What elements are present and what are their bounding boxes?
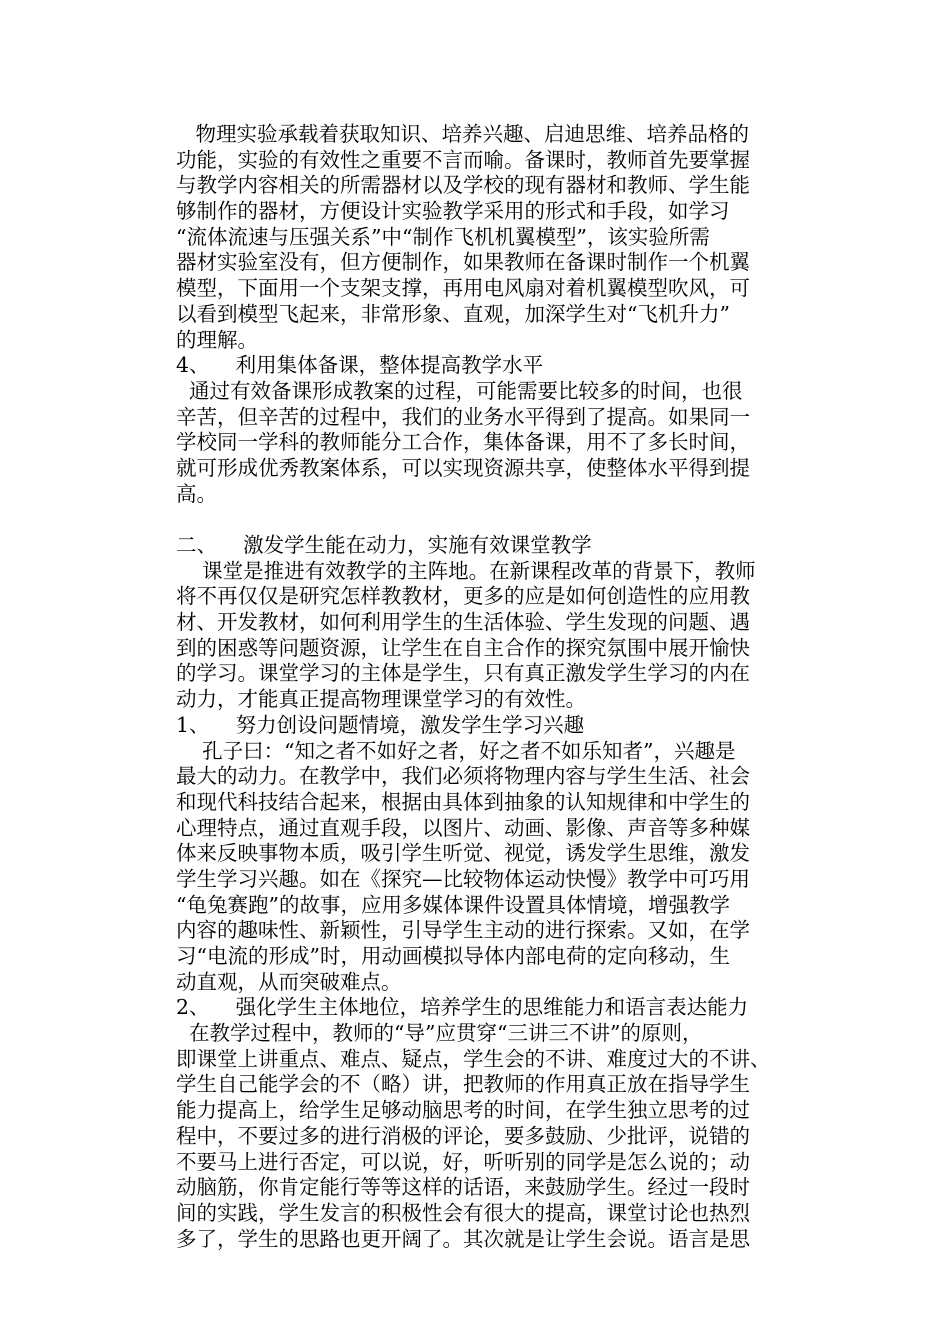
text-line: 物理实验承载着获取知识、培养兴趣、启迪思维、培养品格的: [176, 122, 750, 146]
text-line: 学生学习兴趣。如在《探究—比较物体运动快慢》教学中可巧用: [176, 866, 750, 891]
text-line: 通过有效备课形成教案的过程，可能需要比较多的时间，也很: [176, 378, 743, 403]
text-line: 动脑筋，你肯定能行等等这样的话语，来鼓励学生。经过一段时: [176, 1175, 750, 1200]
text-line: 间的实践，学生发言的积极性会有很大的提高，课堂讨论也热烈: [176, 1200, 750, 1225]
text-line: 与教学内容相关的所需器材以及学校的现有器材和教师、学生能: [176, 173, 750, 198]
body-paragraph: [176, 379, 816, 507]
text-line: 2、 强化学生主体地位，培养学生的思维能力和语言表达能力: [176, 995, 749, 1020]
text-line: 即课堂上讲重点、难点、疑点，学生会的不讲、难度过大的不讲、: [176, 1046, 771, 1071]
text-line: 和现代科技结合起来，根据由具体到抽象的认知规律和中学生的: [176, 789, 750, 814]
text-line: 孔子曰：“知之者不如好之者，好之者不如乐知者”，兴趣是: [176, 738, 736, 763]
text-line: 就可形成优秀教案体系，可以实现资源共享，使整体水平得到提: [176, 455, 750, 480]
text-line: 到的困惑等问题资源，让学生在自主合作的探究氛围中展开愉快: [176, 635, 750, 660]
text-line: 1、 努力创设问题情境，激发学生学习兴趣: [176, 712, 585, 737]
text-line: 学生自己能学会的不（略）讲，把教师的作用真正放在指导学生: [176, 1072, 750, 1097]
text-line: 功能，实验的有效性之重要不言而喻。备课时，教师首先要掌握: [176, 147, 750, 172]
text-line: 模型，下面用一个支架支撑，再用电风扇对着机翼模型吹风，可: [176, 276, 750, 301]
text-line: 心理特点，通过直观手段，以图片、动画、影像、声音等多种媒: [176, 815, 750, 840]
body-paragraph: [176, 1021, 816, 1252]
text-line: 的理解。: [176, 327, 258, 352]
body-paragraph: [176, 122, 816, 353]
text-line: 的学习。课堂学习的主体是学生，只有真正激发学生学习的内在: [176, 661, 750, 686]
text-line: 以看到模型飞起来，非常形象、直观，加深学生对“飞机升力”: [176, 301, 730, 326]
document-text: [176, 122, 816, 1252]
text-line: 程中，不要过多的进行消极的评论，要多鼓励、少批评，说错的: [176, 1123, 750, 1148]
blank-line: [176, 507, 816, 533]
text-line: 多了，学生的思路也更开阔了。其次就是让学生会说。语言是思: [176, 1226, 750, 1251]
text-line: 动力，才能真正提高物理课堂学习的有效性。: [176, 687, 586, 712]
text-line: 学校同一学科的教师能分工合作，集体备课，用不了多长时间，: [176, 430, 750, 455]
section-heading: [176, 353, 816, 379]
text-line: 4、 利用集体备课，整体提高教学水平: [176, 353, 544, 378]
text-line: 高。: [176, 481, 217, 506]
text-line: 材、开发教材，如何利用学生的生活体验、学生发现的问题、遇: [176, 610, 750, 635]
text-line: 能力提高上，给学生足够动脑思考的时间，在学生独立思考的过: [176, 1098, 750, 1123]
body-paragraph: [176, 739, 816, 996]
text-line: 二、 激发学生能在动力，实施有效课堂教学: [176, 533, 592, 557]
text-line: 体来反映事物本质，吸引学生听觉、视觉，诱发学生思维，激发: [176, 841, 750, 866]
text-line: 将不再仅仅是研究怎样教教材，更多的应是如何创造性的应用教: [176, 584, 750, 609]
text-line: 内容的趣味性、新颖性，引导学生主动的进行探索。又如，在学: [176, 918, 750, 943]
section-heading: [176, 533, 816, 559]
section-heading: [176, 713, 816, 739]
text-line: 最大的动力。在教学中，我们必须将物理内容与学生生活、社会: [176, 764, 750, 789]
text-line: 够制作的器材，方便设计实验教学采用的形式和手段，如学习: [176, 199, 730, 224]
text-line: 不要马上进行否定，可以说，好，听听别的同学是怎么说的；动: [176, 1149, 750, 1174]
text-line: 课堂是推进有效教学的主阵地。在新课程改革的背景下，教师: [176, 558, 756, 583]
section-heading: [176, 995, 816, 1021]
text-line: “流体流速与压强关系”中“制作飞机机翼模型”，该实验所需: [176, 224, 710, 249]
body-paragraph: [176, 559, 816, 713]
text-line: 辛苦，但辛苦的过程中，我们的业务水平得到了提高。如果同一: [176, 404, 750, 429]
text-line: 动直观，从而突破难点。: [176, 969, 402, 994]
text-line: 在教学过程中，教师的“导”应贯穿“三讲三不讲”的原则，: [176, 1021, 703, 1046]
text-line: 器材实验室没有，但方便制作，如果教师在备课时制作一个机翼: [176, 250, 750, 275]
text-line: “龟兔赛跑”的故事，应用多媒体课件设置具体情境，增强教学: [176, 892, 730, 917]
text-line: 习“电流的形成”时，用动画模拟导体内部电荷的定向移动，生: [176, 944, 730, 968]
